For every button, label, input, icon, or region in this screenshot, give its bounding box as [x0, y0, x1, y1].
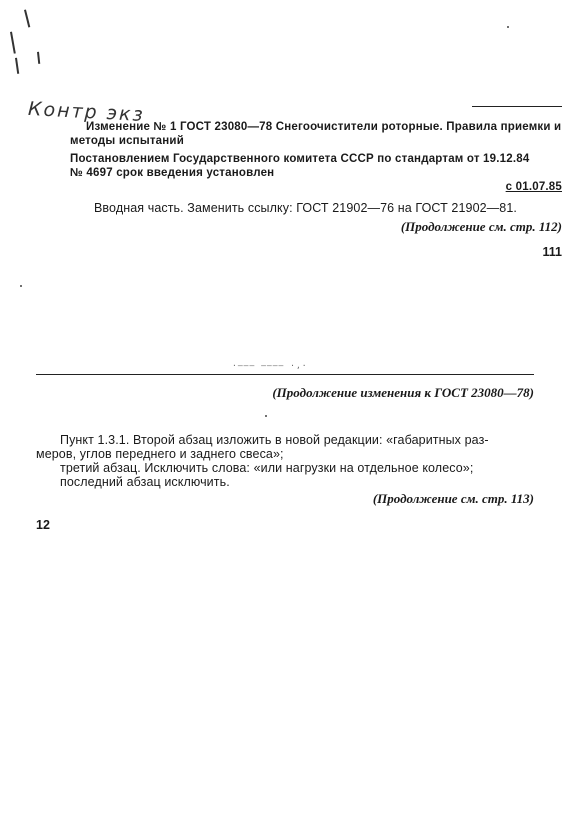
page-number-top: 111 [542, 245, 562, 259]
pen-stroke-mark [37, 52, 40, 64]
decree-line2: № 4697 срок введения установлен [70, 167, 275, 179]
effective-date: с 01.07.85 [505, 181, 562, 193]
decree-line1: Постановлением Государственного комитета СССР по стандартам от 19.12.84 [70, 153, 530, 165]
top-rule [472, 106, 562, 107]
pen-stroke-mark [15, 58, 19, 74]
speck [20, 285, 22, 287]
continuation-note-bottom: (Продолжение см. стр. 113) [372, 491, 534, 506]
speck [265, 415, 267, 417]
section-divider [36, 374, 534, 375]
pen-stroke-mark [24, 10, 30, 28]
intro-text: Вводная часть. Заменить ссылку: ГОСТ 21902—76 на ГОСТ 21902—81. [94, 201, 517, 215]
paragraph-2: третий абзац. Исключить слова: «или нагрузки на отдельное колесо»; [60, 461, 474, 475]
handwritten-note: Контр экз [27, 97, 146, 127]
speck [507, 26, 509, 28]
amendment-heading-line2: методы испытаний [70, 135, 184, 147]
page-number-bottom: 12 [36, 518, 50, 532]
paragraph-1-line2: меров, углов переднего и заднего свеса»; [36, 447, 284, 461]
paragraph-3: последний абзац исключить. [60, 475, 230, 489]
continuation-header: (Продолжение изменения к ГОСТ 23080—78) [272, 385, 534, 400]
amendment-heading-line1: Изменение № 1 ГОСТ 23080—78 Снегоочистители роторные. Правила приемки и [86, 121, 562, 133]
pen-stroke-mark [10, 32, 15, 54]
paragraph-1-line1: Пункт 1.3.1. Второй абзац изложить в новой редакции: «габаритных раз- [60, 433, 489, 447]
continuation-note-top: (Продолжение см. стр. 112) [400, 219, 562, 234]
divider-text: ·––– –––– ·,· [232, 361, 308, 370]
